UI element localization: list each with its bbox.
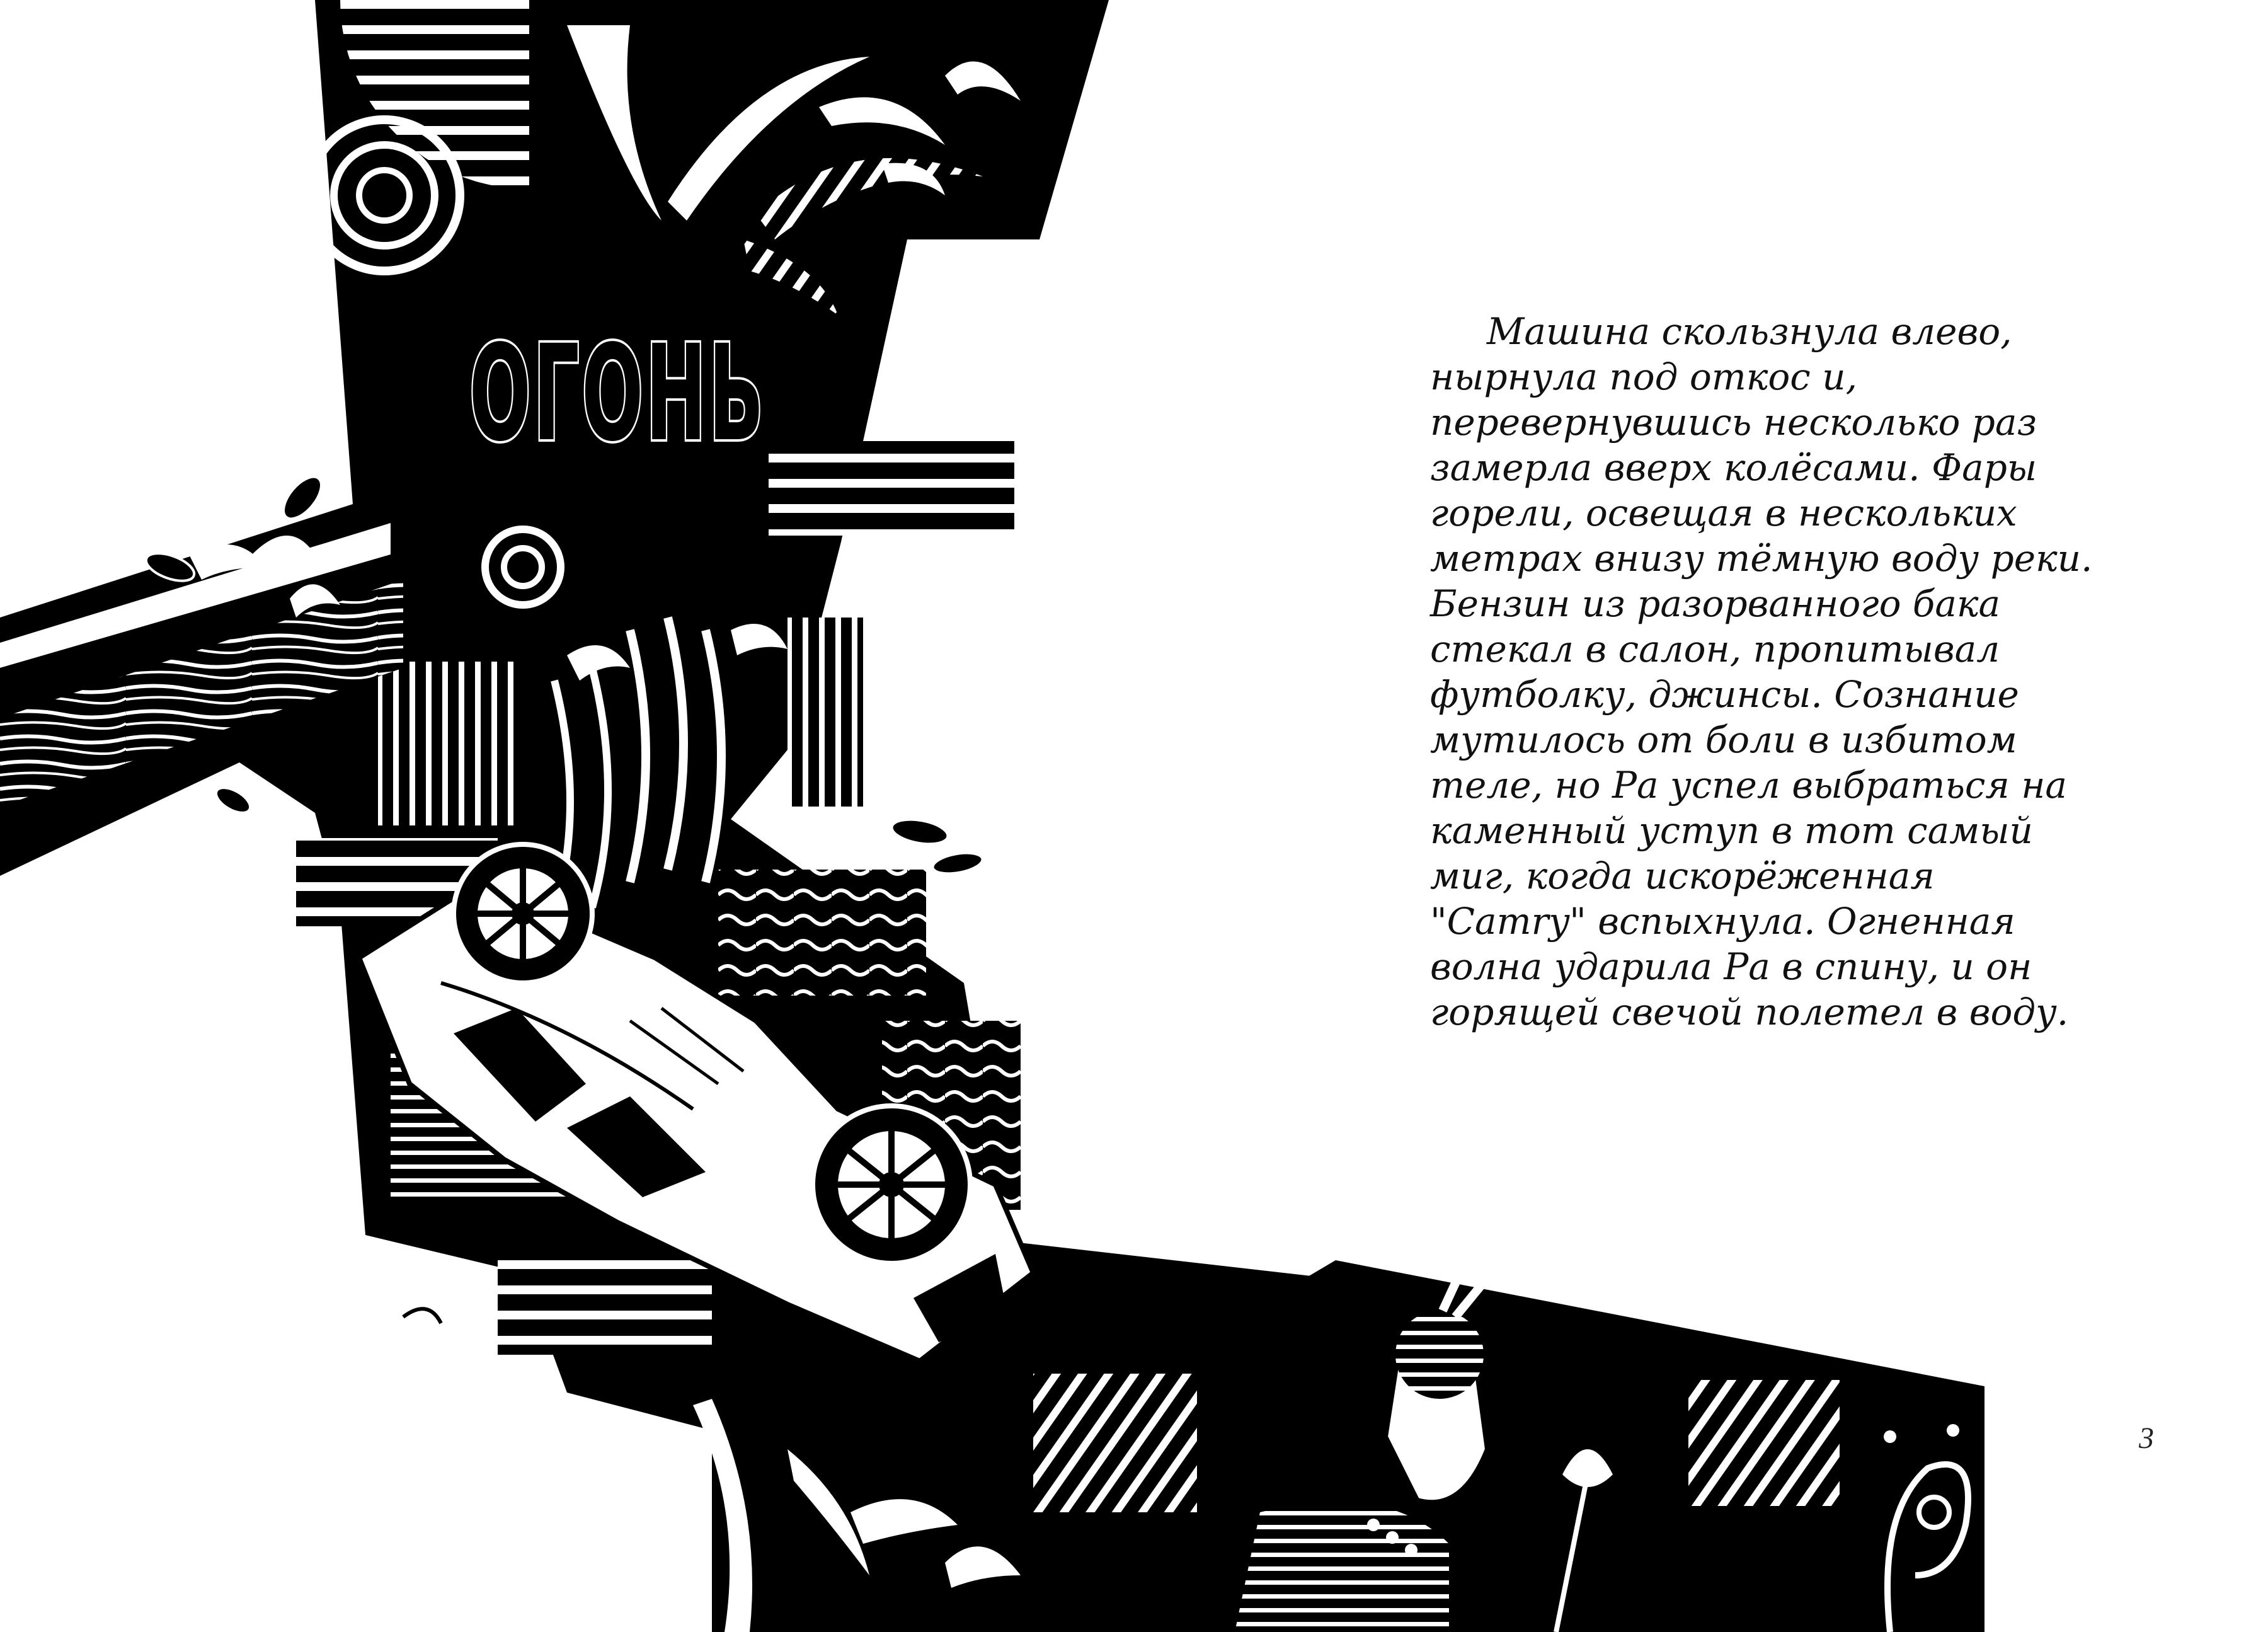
stripe-band [1688, 1380, 1840, 1506]
chapter-heading [441, 315, 794, 473]
wheel-icon [813, 1106, 970, 1263]
curl-ornament [403, 1309, 441, 1323]
stripe-band [788, 618, 863, 807]
stripe-band [769, 441, 1014, 536]
wheel-icon [454, 844, 592, 983]
story-paragraph: Машина скользнула влево, нырнула под откос и, перевернувшись несколько раз замерла вверх колёсами. Фары горели, освещая в нескольких метрах внизу тёмную воду реки. Бензин из разорванного бака стекал в салон, пропитывал футболку, джинсы. Сознание мутилось от боли в избитом теле, но Ра успел выбраться на каменный уступ в тот самый миг, когда искорёженная "Camry" вспыхнула. Огненная волна ударила Ра в спину, и он горящей свечой полетел в воду. [1430, 310, 2093, 1033]
stripe-band [378, 662, 517, 825]
stripe-band [498, 1254, 712, 1355]
page-number: 3 [2139, 1422, 2154, 1455]
story-text [1430, 309, 2098, 1035]
paisley-ornament [1858, 1405, 1984, 1632]
chapter-title: ОГОНЬ [469, 316, 766, 471]
